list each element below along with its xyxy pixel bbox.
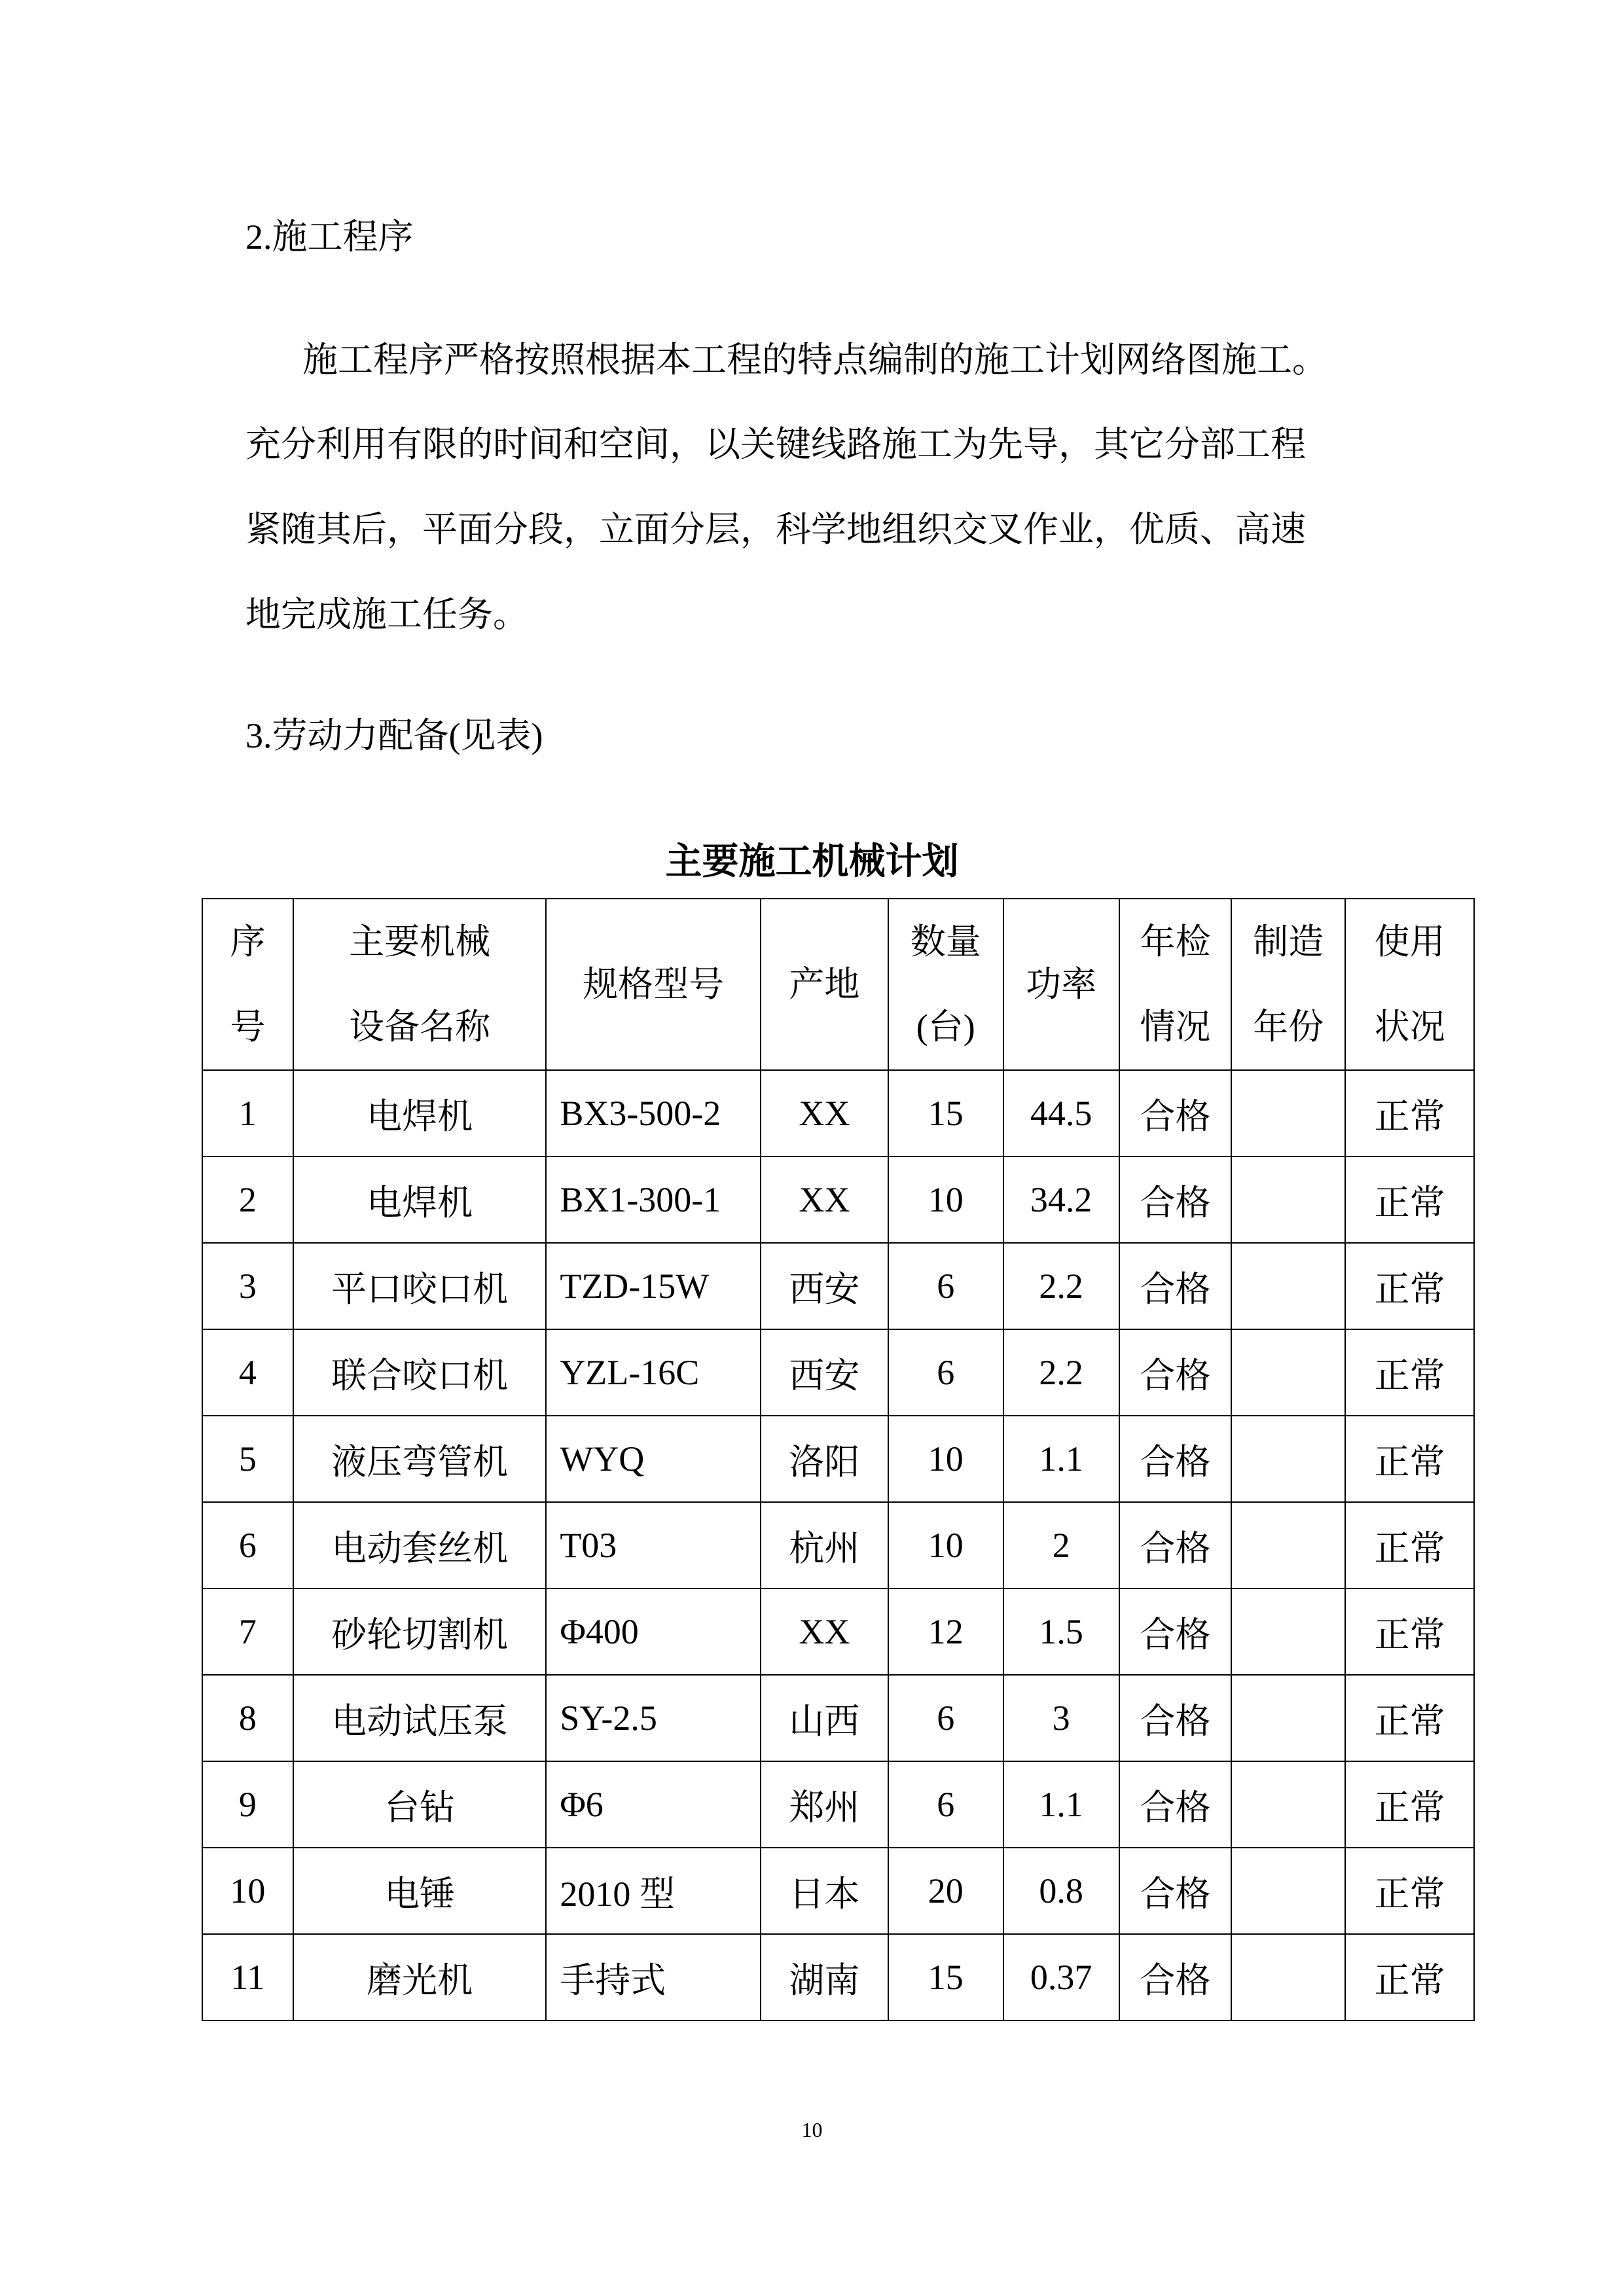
cell-seq: 11: [202, 1934, 293, 2020]
cell-model: Φ6: [546, 1761, 761, 1848]
cell-seq: 9: [202, 1761, 293, 1848]
cell-year: [1231, 1157, 1345, 1243]
cell-seq: 8: [202, 1675, 293, 1761]
cell-status: 正常: [1345, 1416, 1474, 1502]
machinery-table: [202, 898, 1475, 2021]
header-text: 号: [230, 1007, 266, 1047]
cell-name: 台钻: [293, 1761, 546, 1848]
cell-qty: 12: [888, 1588, 1003, 1675]
header-text: 功率: [1026, 965, 1097, 1004]
cell-model: YZL-16C: [546, 1329, 761, 1416]
cell-status: 正常: [1345, 1675, 1474, 1761]
cell-status: 正常: [1345, 1157, 1474, 1243]
cell-inspection: 合格: [1119, 1761, 1232, 1848]
cell-origin: 郑州: [761, 1761, 888, 1848]
cell-year: [1231, 1502, 1345, 1588]
cell-name: 电焊机: [293, 1070, 546, 1157]
table-row: [202, 1675, 1474, 1761]
cell-year: [1231, 1243, 1345, 1329]
cell-name: 砂轮切割机: [293, 1588, 546, 1675]
header-year: [1231, 899, 1345, 1070]
header-text: 使用: [1374, 922, 1445, 961]
cell-power: 44.5: [1003, 1070, 1119, 1157]
cell-year: [1231, 1761, 1345, 1848]
cell-name: 平口咬口机: [293, 1243, 546, 1329]
cell-model: BX1-300-1: [546, 1157, 761, 1243]
cell-qty: 10: [888, 1502, 1003, 1588]
cell-origin: 湖南: [761, 1934, 888, 2020]
cell-model: WYQ: [546, 1416, 761, 1502]
cell-model: 2010 型: [546, 1848, 761, 1934]
header-text: 状况: [1374, 1007, 1445, 1047]
cell-name: 磨光机: [293, 1934, 546, 2020]
cell-qty: 15: [888, 1934, 1003, 2020]
cell-inspection: 合格: [1119, 1848, 1232, 1934]
cell-model: TZD-15W: [546, 1243, 761, 1329]
cell-origin: 日本: [761, 1848, 888, 1934]
cell-name: 电动试压泵: [293, 1675, 546, 1761]
cell-power: 2.2: [1003, 1243, 1119, 1329]
table-row: [202, 1329, 1474, 1416]
cell-year: [1231, 1329, 1345, 1416]
cell-inspection: 合格: [1119, 1934, 1232, 2020]
cell-seq: 5: [202, 1416, 293, 1502]
header-origin: [761, 899, 888, 1070]
table-row: [202, 1502, 1474, 1588]
cell-origin: 西安: [761, 1329, 888, 1416]
cell-seq: 3: [202, 1243, 293, 1329]
cell-origin: 杭州: [761, 1502, 888, 1588]
cell-origin: 洛阳: [761, 1416, 888, 1502]
table-row: [202, 1588, 1474, 1675]
cell-power: 0.37: [1003, 1934, 1119, 2020]
cell-power: 2.2: [1003, 1329, 1119, 1416]
header-text: (台): [916, 1007, 975, 1047]
header-seq: [202, 899, 293, 1070]
cell-power: 1.1: [1003, 1761, 1119, 1848]
cell-year: [1231, 1070, 1345, 1157]
header-text: 设备名称: [349, 1007, 491, 1047]
paragraph-line: 充分利用有限的时间和空间，以关键线路施工为先导，其它分部工程: [245, 425, 1306, 464]
cell-inspection: 合格: [1119, 1157, 1232, 1243]
header-text: 年份: [1253, 1007, 1324, 1047]
header-text: 数量: [910, 922, 981, 961]
cell-qty: 6: [888, 1675, 1003, 1761]
cell-status: 正常: [1345, 1502, 1474, 1588]
header-qty: [888, 899, 1003, 1070]
cell-status: 正常: [1345, 1070, 1474, 1157]
header-text: 产地: [789, 965, 860, 1004]
cell-qty: 6: [888, 1761, 1003, 1848]
cell-status: 正常: [1345, 1243, 1474, 1329]
cell-name: 联合咬口机: [293, 1329, 546, 1416]
cell-power: 1.5: [1003, 1588, 1119, 1675]
section-2-heading: 2.施工程序: [245, 217, 414, 257]
cell-model: SY-2.5: [546, 1675, 761, 1761]
cell-year: [1231, 1675, 1345, 1761]
cell-model: BX3-500-2: [546, 1070, 761, 1157]
cell-name: 电焊机: [293, 1157, 546, 1243]
cell-status: 正常: [1345, 1329, 1474, 1416]
paragraph-line: 施工程序严格按照根据本工程的特点编制的施工计划网络图施工。: [302, 340, 1327, 380]
cell-power: 3: [1003, 1675, 1119, 1761]
cell-seq: 10: [202, 1848, 293, 1934]
cell-qty: 15: [888, 1070, 1003, 1157]
cell-status: 正常: [1345, 1761, 1474, 1848]
table-row: [202, 1070, 1474, 1157]
cell-qty: 10: [888, 1416, 1003, 1502]
header-text: 制造: [1253, 922, 1324, 961]
table-row: [202, 1848, 1474, 1934]
table-row: [202, 1243, 1474, 1329]
table-row: [202, 1761, 1474, 1848]
paragraph-line: 紧随其后，平面分段，立面分层，科学地组织交叉作业，优质、高速: [245, 510, 1306, 549]
cell-origin: XX: [761, 1157, 888, 1243]
cell-year: [1231, 1848, 1345, 1934]
cell-year: [1231, 1416, 1345, 1502]
header-name: [293, 899, 546, 1070]
header-row: [202, 899, 1474, 1070]
cell-year: [1231, 1934, 1345, 2020]
table-row: [202, 1416, 1474, 1502]
header-text: 主要机械: [349, 922, 491, 961]
cell-year: [1231, 1588, 1345, 1675]
cell-inspection: 合格: [1119, 1070, 1232, 1157]
header-status: [1345, 899, 1474, 1070]
cell-qty: 20: [888, 1848, 1003, 1934]
cell-seq: 6: [202, 1502, 293, 1588]
cell-power: 0.8: [1003, 1848, 1119, 1934]
header-power: [1003, 899, 1119, 1070]
header-text: 序: [230, 922, 266, 961]
cell-status: 正常: [1345, 1934, 1474, 2020]
cell-name: 电锤: [293, 1848, 546, 1934]
cell-origin: XX: [761, 1070, 888, 1157]
cell-seq: 2: [202, 1157, 293, 1243]
cell-qty: 6: [888, 1329, 1003, 1416]
header-model: [546, 899, 761, 1070]
section-3-heading: 3.劳动力配备(见表): [245, 716, 543, 755]
header-text: 年检: [1140, 922, 1211, 961]
cell-inspection: 合格: [1119, 1416, 1232, 1502]
page-number: 10: [801, 2118, 823, 2142]
paragraph-line: 地完成施工任务。: [245, 595, 528, 634]
cell-model: Φ400: [546, 1588, 761, 1675]
cell-name: 电动套丝机: [293, 1502, 546, 1588]
cell-status: 正常: [1345, 1848, 1474, 1934]
cell-model: 手持式: [546, 1934, 761, 2020]
table-row: [202, 1934, 1474, 2020]
cell-power: 1.1: [1003, 1416, 1119, 1502]
cell-inspection: 合格: [1119, 1588, 1232, 1675]
cell-origin: 山西: [761, 1675, 888, 1761]
cell-model: T03: [546, 1502, 761, 1588]
cell-seq: 4: [202, 1329, 293, 1416]
cell-inspection: 合格: [1119, 1329, 1232, 1416]
cell-name: 液压弯管机: [293, 1416, 546, 1502]
cell-qty: 10: [888, 1157, 1003, 1243]
cell-origin: 西安: [761, 1243, 888, 1329]
table-row: [202, 1157, 1474, 1243]
cell-seq: 7: [202, 1588, 293, 1675]
header-inspection: [1119, 899, 1232, 1070]
cell-inspection: 合格: [1119, 1502, 1232, 1588]
header-text: 情况: [1140, 1007, 1211, 1047]
table-title: 主要施工机械计划: [665, 842, 959, 882]
cell-inspection: 合格: [1119, 1675, 1232, 1761]
cell-qty: 6: [888, 1243, 1003, 1329]
cell-seq: 1: [202, 1070, 293, 1157]
cell-power: 2: [1003, 1502, 1119, 1588]
cell-inspection: 合格: [1119, 1243, 1232, 1329]
cell-power: 34.2: [1003, 1157, 1119, 1243]
cell-origin: XX: [761, 1588, 888, 1675]
header-text: 规格型号: [583, 965, 725, 1004]
cell-status: 正常: [1345, 1588, 1474, 1675]
